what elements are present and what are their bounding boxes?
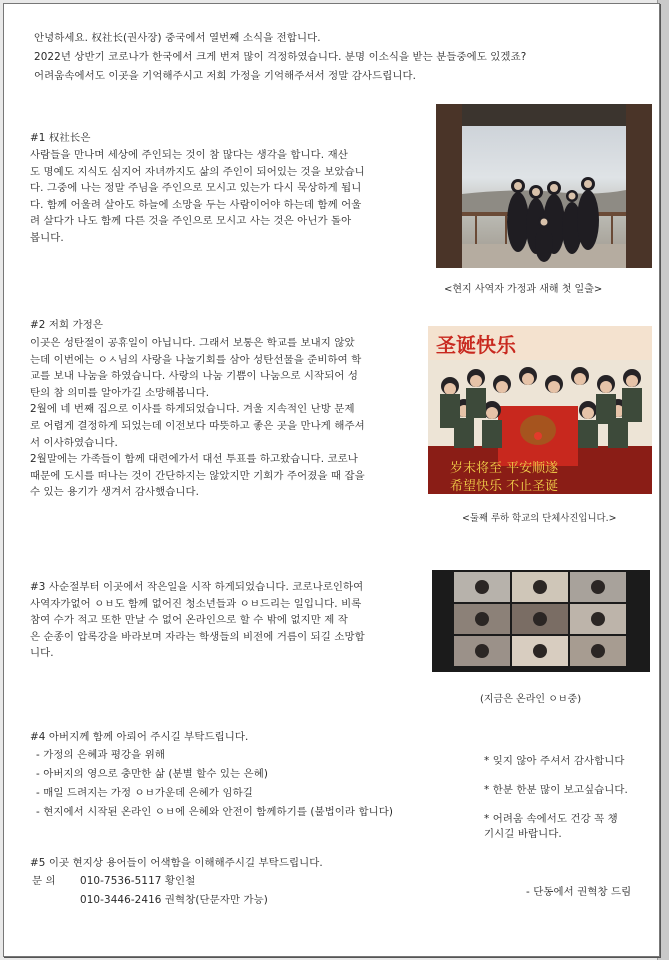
banner-line-1: 岁末将至 平安顺遂 — [450, 461, 559, 476]
new-year-sunrise-photo — [436, 104, 652, 268]
section-2-body: 이곳은 성탄절이 공휴일이 아닙니다. 그래서 보통은 학교를 보내지 않았 는데 이번에는 ㅇㅅ님의 사랑을 나눌기회를 삼아 성탄선물을 준비하여 학 교를 보내 나눔을 하였습니다. 사랑의 나눔 기쁨이 나눔으로 시작되어 성 탄의 참 의미를 알아가길 소망해봅니다. 2월에 네 번째 집으로 이사를 하게되었습니다. 겨울 지속적인 난방 문제 로 어렵게 결정하게 되었는데 이전보다 따뜻하고 좋은 곳을 만나게 해주셔 서 이사하였습니다. 2월말에는 가족들이 함께 대련에가서 대선 투표를 하고왔습니다. 코로나 때문에 도시를 떠나는 것이 간단하지는 않았지만 기회가 주어졌을 때 잡을 수 있는 용기가 생겨서 감사했습니다. — [30, 337, 365, 499]
signature: - 단동에서 권혁창 드림 — [526, 886, 632, 898]
note-1: * 잊지 않아 주셔서 감사합니다 — [484, 755, 625, 767]
contact-1: 010-7536-5117 황인철 — [80, 875, 196, 887]
section-2-photo-caption: <둘째 루하 학교의 단체사진입니다.> — [462, 513, 617, 524]
section-1-photo-caption: <현지 사역자 가정과 새해 첫 일출> — [444, 284, 603, 295]
intro-line-2: 2022년 상반기 코로나가 한국에서 크게 번져 많이 걱정하였습니다. 분명 이소식을 받는 분들중에도 있겠죠? — [34, 51, 527, 63]
school-group-photo — [428, 326, 652, 494]
online-meeting-screenshot — [432, 570, 650, 672]
prayer-item-4: - 현지에서 시작된 온라인 ㅇㅂ에 은혜와 안전이 함께하기를 (불법이라 합니다) — [36, 806, 394, 818]
intro-line-1: 안녕하세요. 权社长(권사장) 중국에서 열번째 소식을 전합니다. — [34, 32, 321, 44]
banner-line-2: 希望快乐 不止圣诞 — [450, 479, 559, 494]
intro-line-3: 어려움속에서도 이곳을 기억해주시고 저희 가정을 기억해주셔서 정말 감사드립니다. — [34, 70, 417, 82]
section-1-body: 사람들을 만나며 세상에 주인되는 것이 참 많다는 생각을 합니다. 재산 도 명예도 지식도 심지어 자녀까지도 삶의 주인이 되어있는 것을 보았습니 다. 그중에 나는 정말 주님을 주인으로 모시고 있는가 다시 묵상하게 됩니 다. 함께 어울려 살아도 하늘에 소망을 두는 사람이어야 하는데 함께 어울 려 살다가 나도 함께 다른 것을 주인으로 모시고 사는 것은 아닌가 돌아 봅니다. — [30, 149, 365, 244]
note-2: * 한분 한분 많이 보고싶습니다. — [484, 784, 628, 796]
section-1-heading: #1 权社长은 — [30, 132, 91, 144]
contact-label: 문 의 — [32, 875, 56, 887]
prayer-item-1: - 가정의 은혜과 평강을 위해 — [36, 749, 165, 761]
contact-2: 010-3446-2416 권혁창(단문자만 가능) — [80, 894, 268, 906]
section-3-body: #3 사순절부터 이곳에서 작은일을 시작 하게되었습니다. 코로나로인하여 사역자가없어 ㅇㅂ도 함께 없어진 청소년들과 ㅇㅂ드리는 일입니다. 비록 참여 수가 적고 또한 만날 수 없어 온라인으로 할 수 밖에 없지만 제 작 은 순종이 압록강을 바라보며 자라는 학생들의 비전에 거름이 되길 소망합 니다. — [30, 581, 365, 660]
section-3-photo-caption: (지금은 온라인 ㅇㅂ중) — [480, 694, 582, 705]
banner-title: 圣诞快乐 — [436, 333, 516, 357]
note-3: * 어려움 속에서도 건강 꼭 챙 기시길 바랍니다. — [484, 813, 618, 840]
section-5-heading: #5 이곳 현지상 용어들이 어색함을 이해해주시길 부탁드립니다. — [30, 857, 323, 869]
prayer-item-2: - 아버지의 영으로 충만한 삶 (분별 할수 있는 은혜) — [36, 768, 268, 780]
prayer-item-3: - 매일 드려지는 가정 ㅇㅂ가운데 은혜가 임하길 — [36, 787, 253, 799]
document-page — [3, 3, 660, 957]
section-2-heading: #2 저희 가정은 — [30, 319, 104, 331]
section-4-heading: #4 아버지께 함께 아뢰어 주시길 부탁드립니다. — [30, 731, 249, 743]
